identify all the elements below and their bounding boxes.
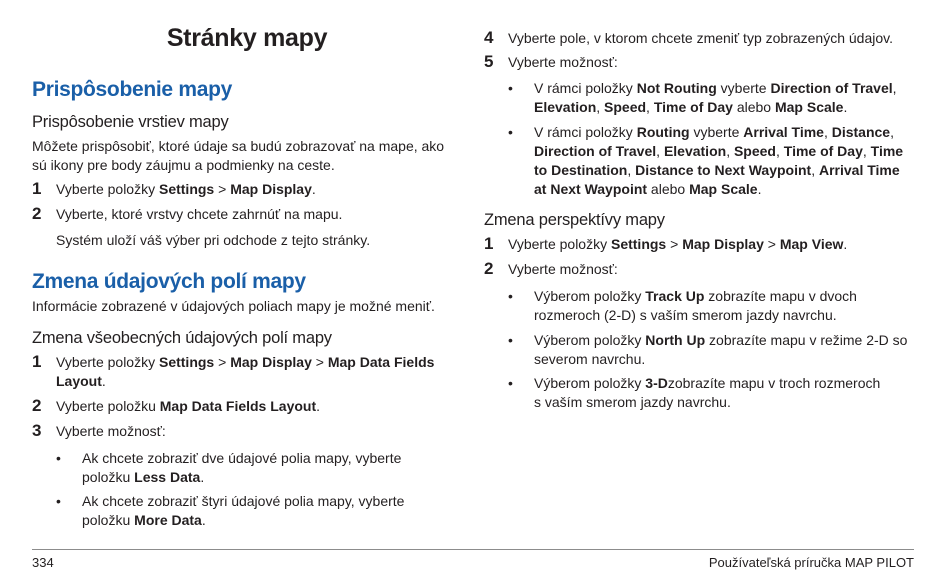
step-note: Systém uloží váš výber pri odchode z tejto stránky. bbox=[56, 232, 371, 248]
bullet-text: Ak chcete zobraziť štyri údajové polia mapy, vyberte položku More Data. bbox=[82, 493, 405, 528]
bullet-icon: • bbox=[508, 332, 513, 348]
step-number: 2 bbox=[32, 204, 42, 223]
step-number: 4 bbox=[484, 28, 494, 47]
section-title-data-fields: Zmena údajových polí mapy bbox=[32, 270, 306, 293]
page-number: 334 bbox=[32, 555, 54, 570]
bullet-icon: • bbox=[56, 493, 61, 509]
bullet-icon: • bbox=[508, 375, 513, 391]
bullet-icon: • bbox=[56, 450, 61, 466]
step-number: 1 bbox=[484, 234, 494, 253]
step-text: Vyberte položky Settings > Map Display. bbox=[56, 181, 316, 197]
step-text: Vyberte položky Settings > Map Display > Map Data Fields Layout. bbox=[56, 354, 435, 389]
bullet-text: Výberom položky 3-Dzobrazíte mapu v troch rozmeroch s vaším smerom jazdy navrchu. bbox=[534, 375, 881, 410]
step-text: Vyberte možnosť: bbox=[508, 261, 618, 277]
bullet-icon: • bbox=[508, 80, 513, 96]
step-number: 1 bbox=[32, 179, 42, 198]
paragraph-map-layers-intro: Môžete prispôsobiť, ktoré údaje sa budú zobrazovať na mape, ako sú ikony pre body záujmu a podmienky na ceste. bbox=[32, 138, 445, 173]
bullet-text: Ak chcete zobraziť dve údajové polia mapy, vyberte položku Less Data. bbox=[82, 450, 402, 485]
document-title: Používateľská príručka MAP PILOT bbox=[708, 555, 914, 570]
bullet-icon: • bbox=[508, 124, 513, 140]
bullet-icon: • bbox=[508, 288, 513, 304]
step-text: Vyberte, ktoré vrstvy chcete zahrnúť na mapu. bbox=[56, 206, 343, 222]
step-text: Vyberte možnosť: bbox=[56, 423, 166, 439]
step-number: 5 bbox=[484, 52, 494, 71]
step-text: Vyberte pole, v ktorom chcete zmeniť typ zobrazených údajov. bbox=[508, 30, 893, 46]
bullet-text: Výberom položky Track Up zobrazíte mapu v dvoch rozmeroch (2-D) s vaším smerom jazdy navrchu. bbox=[534, 288, 857, 323]
bullet-text: V rámci položky Not Routing vyberte Direction of Travel, Elevation, Speed, Time of Day alebo Map Scale. bbox=[534, 80, 897, 115]
step-number: 2 bbox=[32, 396, 42, 415]
subsection-title-map-perspective: Zmena perspektívy mapy bbox=[484, 211, 665, 229]
step-text: Vyberte položky Settings > Map Display > Map View. bbox=[508, 236, 848, 252]
page-title: Stránky mapy bbox=[166, 24, 328, 52]
bullet-text: Výberom položky North Up zobrazíte mapu v režime 2-D so severom navrchu. bbox=[534, 332, 908, 367]
paragraph-data-fields-intro: Informácie zobrazené v údajových poliach mapy je možné meniť. bbox=[32, 298, 435, 314]
subsection-title-general-data-fields: Zmena všeobecných údajových polí mapy bbox=[32, 329, 332, 347]
step-text: Vyberte možnosť: bbox=[508, 54, 618, 70]
footer-divider bbox=[32, 549, 914, 550]
step-number: 3 bbox=[32, 421, 42, 440]
step-text: Vyberte položku Map Data Fields Layout. bbox=[56, 398, 321, 414]
step-number: 2 bbox=[484, 259, 494, 278]
subsection-title-map-layers: Prispôsobenie vrstiev mapy bbox=[32, 113, 229, 131]
bullet-text: V rámci položky Routing vyberte Arrival Time, Distance, Direction of Travel, Elevation, Speed, Time of Day, Time to Destination, Distance to Next Waypoint, Arrival Time at Next Waypoint alebo Map Scale. bbox=[534, 124, 904, 197]
section-title-customize-map: Prispôsobenie mapy bbox=[32, 78, 232, 101]
step-number: 1 bbox=[32, 352, 42, 371]
